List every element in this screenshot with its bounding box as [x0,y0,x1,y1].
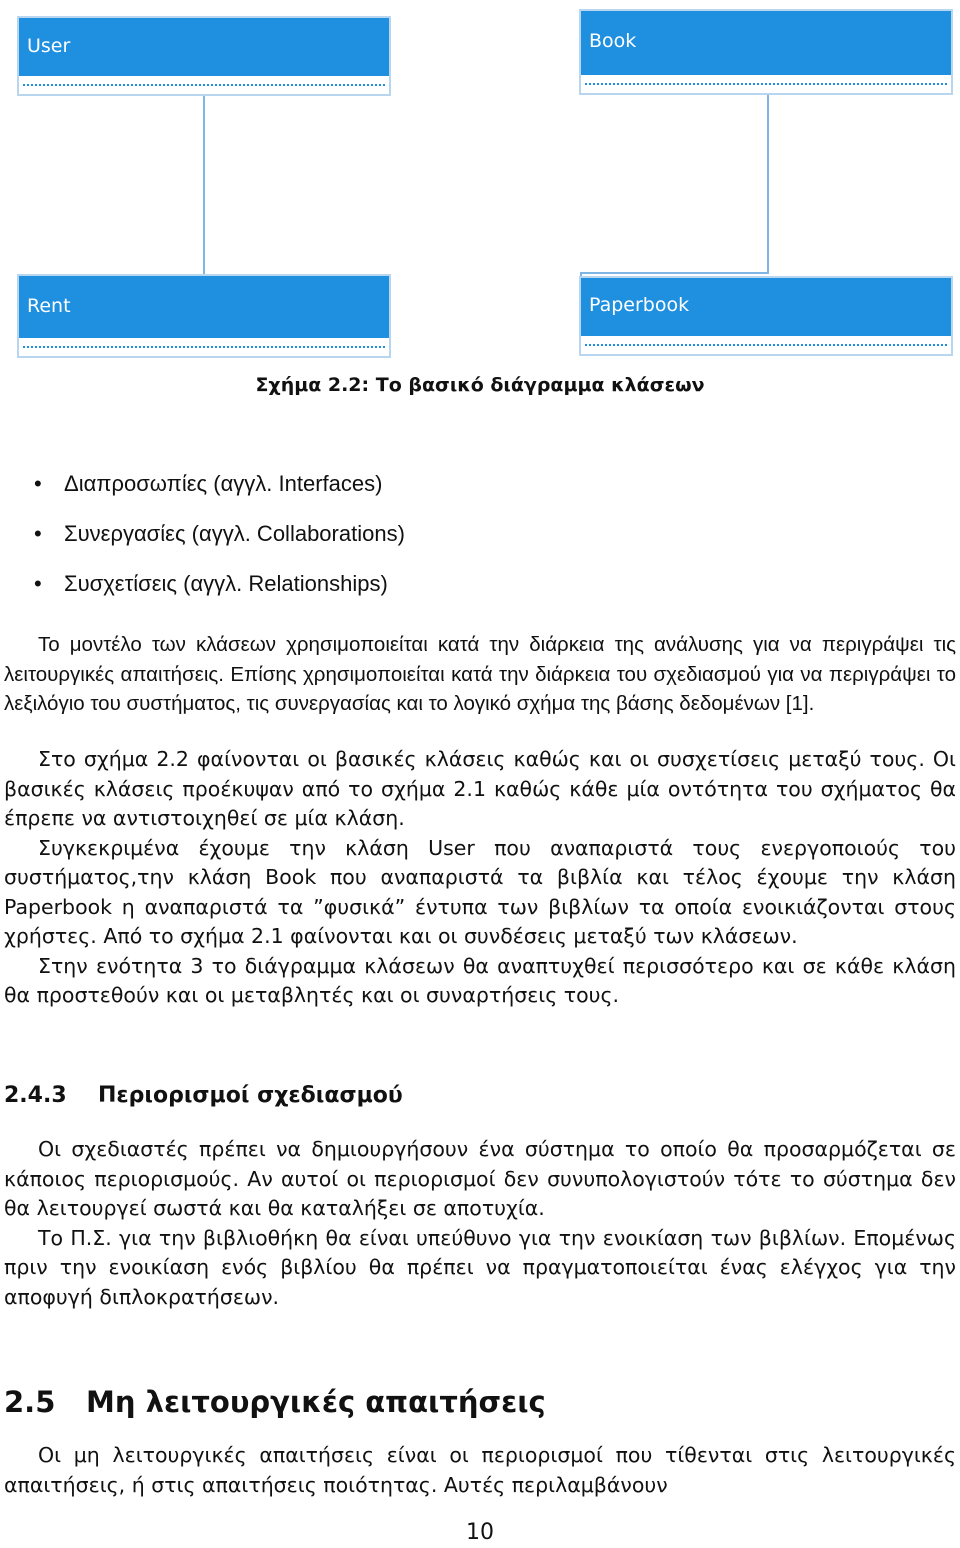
class-box-user [17,16,391,96]
section-heading-2-5 [4,1385,546,1419]
paragraph: Το Π.Σ. για την βιβλιοθήκη θα είναι υπεύθυνο για την ενοικίαση των βιβλίων. Επομένως πριν την ενοικίαση ενός βιβλίου θα πρέπει να πραγματοποιείται ένας ελέγχος για την αποφυγή διπλοκρατήσεων. [4,1225,956,1309]
section-number: 2.4.3 [4,1083,67,1108]
class-model-paragraph [4,630,956,719]
class-header-book [581,11,951,75]
class-box-book [579,9,953,95]
class-name-paperbook: Paperbook [589,294,690,316]
paragraph: Οι μη λειτουργικές απαιτήσεις είναι οι περιορισμοί που τίθενται στις λειτουργικές απαιτήσεις, ή στις απαιτήσεις ποιότητας. Αυτές περιλαμβάνουν [4,1443,956,1497]
figure-caption: Σχήμα 2.2: Το βασικό διάγραμμα κλάσεων [255,374,705,396]
section-2-4-3-body [4,1135,956,1312]
class-name-user: User [27,35,71,57]
class-divider-rent [23,346,385,348]
section-2-5-body [4,1441,956,1500]
class-divider-paperbook [585,344,947,346]
figure-description-paragraphs [4,745,956,1011]
class-header-rent [19,276,389,338]
class-name-rent: Rent [27,295,71,317]
bullet-list [30,470,405,620]
class-divider-book [585,83,947,85]
paragraph: Οι σχεδιαστές πρέπει να δημιουργήσουν ένα σύστημα το οποίο θα προσαρμόζεται σε κάποιος περιορισμούς. Αν αυτοί οι περιορισμοί δεν συνυπολογιστούν τότε το σύστημα δεν θα λειτουργεί σωστά και θα καταλήξει σε αποτυχία. [4,1137,956,1220]
class-header-paperbook [581,278,951,336]
paragraph: Στο σχήμα 2.2 φαίνονται οι βασικές κλάσεις καθώς και οι συσχετίσεις μεταξύ τους. Οι βασικές κλάσεις προέκυψαν από το σχήμα 2.1 καθώς κάθε μία οντότητα του σχήματος θα έπρεπε να αντιστοιχηθεί σε μία κλάση. [4,747,956,830]
connector-book-paperbook-horizontal [580,272,769,274]
class-diagram [0,0,960,360]
paragraph: Το μοντέλο των κλάσεων χρησιμοποιείται κατά την διάρκεια της ανάλυσης για να περιγράψει τις λειτουργικές απαιτήσεις. Επίσης χρησιμοποιείται κατά την διάρκεια του σχεδιασμού για να περιγράψει το λεξιλόγιο του συστήματος, τις συνεργασίας και το λογικό σχήμα της βάσης δεδομένων [1]. [4,633,956,715]
class-divider-user [23,84,385,86]
paragraph: Στην ενότητα 3 το διάγραμμα κλάσεων θα αναπτυχθεί περισσότερο και σε κάθε κλάση θα προστεθούν και οι μεταβλητές και οι συναρτήσεις τους. [4,953,956,1007]
section-heading-2-4-3 [4,1083,403,1108]
class-box-paperbook [579,276,953,356]
class-name-book: Book [589,30,637,52]
connector-book-paperbook-vertical [767,92,769,274]
section-title: Περιορισμοί σχεδιασμού [98,1083,403,1108]
list-item: • Συσχετίσεις (αγγλ. Relationships) [30,570,405,620]
class-header-user [19,18,389,76]
list-item: • Διαπροσωπίες (αγγλ. Interfaces) [30,470,405,520]
paragraph: Συγκεκριμένα έχουμε την κλάση User που αναπαριστά τους ενεργοποιούς του συστήματος,την κλάση Book που αναπαριστά τα βιβλία και τέλος έχουμε την κλάση Paperbook η αναπαριστά τα ”φυσικά” έντυπα των βιβλίων τα οποία ενοικιάζονται στους χρήστες. Από το σχήμα 2.1 φαίνονται και οι συνδέσεις μεταξύ των κλάσεων. [4,835,956,948]
list-item: • Συνεργασίες (αγγλ. Collaborations) [30,520,405,570]
section-title: Μη λειτουργικές απαιτήσεις [86,1385,546,1419]
page-number: 10 [466,1520,494,1545]
section-number: 2.5 [4,1385,56,1419]
connector-user-rent [203,94,205,274]
class-box-rent [17,274,391,358]
